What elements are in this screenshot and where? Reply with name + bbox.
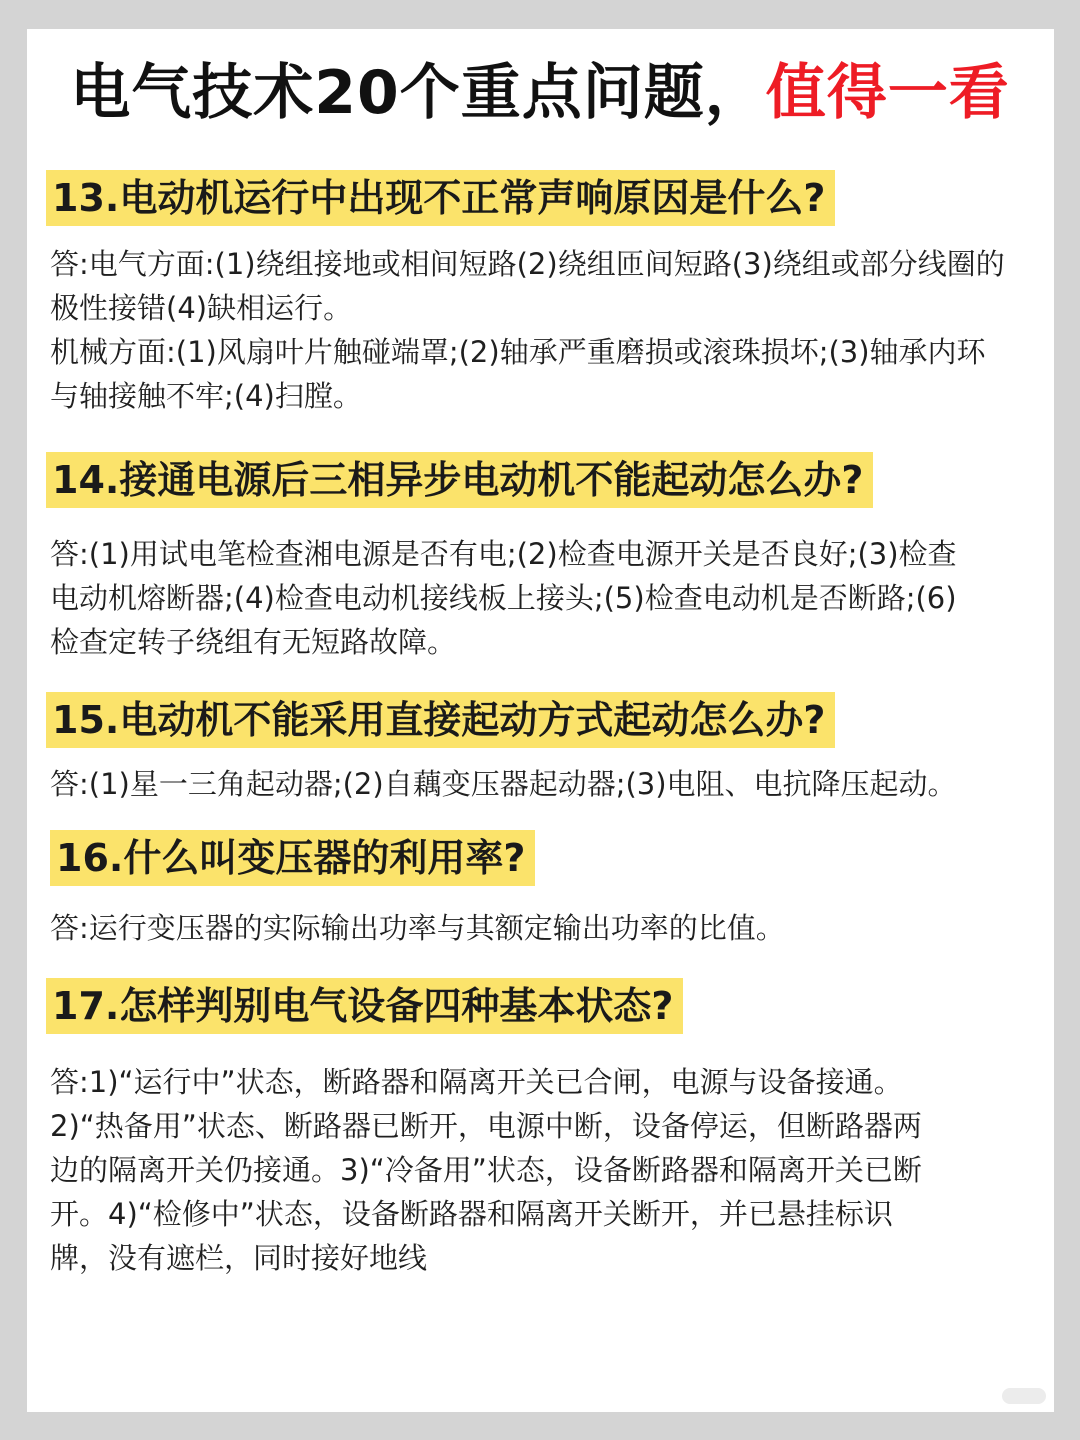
answer-15-paragraph: 答:(1)星一三角起动器;(2)自藕变压器起动器;(3)电阻、电抗降压起动。 (50, 767, 957, 801)
page-title (0, 48, 1080, 138)
title-accent: 值得一看 (765, 58, 1010, 128)
answer-14 (50, 532, 980, 664)
question-13-heading: 13.电动机运行中出现不正常声响原因是什么? (46, 170, 835, 226)
answer-15 (50, 762, 1010, 806)
answer-17 (50, 1060, 930, 1280)
question-14-heading: 14.接通电源后三相异步电动机不能起动怎么办? (46, 452, 873, 508)
answer-14-paragraph: 答:(1)用试电笔检查湘电源是否有电;(2)检查电源开关是否良好;(3)检查电动机熔断器;(4)检查电动机接线板上接头;(5)检查电动机是否断路;(6)检查定转子绕组有无短路故障。 (50, 537, 957, 659)
answer-13-paragraph-mechanical: 机械方面:(1)风扇叶片触碰端罩;(2)轴承严重磨损或滚珠损坏;(3)轴承内环与轴接触不牢;(4)扫膛。 (50, 335, 986, 413)
answer-16-paragraph: 答:运行变压器的实际输出功率与其额定输出功率的比值。 (50, 911, 785, 945)
question-15-heading: 15.电动机不能采用直接起动方式起动怎么办? (46, 692, 835, 748)
answer-13 (50, 242, 1010, 418)
title-main: 电气技术20个重点问题， (70, 58, 766, 128)
answer-13-paragraph-electrical: 答:电气方面:(1)绕组接地或相间短路(2)绕组匝间短路(3)绕组或部分线圈的极性接错(4)缺相运行。 (50, 247, 1005, 325)
watermark-badge (1002, 1388, 1046, 1404)
question-16-heading: 16.什么叫变压器的利用率? (50, 830, 535, 886)
answer-16 (50, 906, 1010, 950)
answer-17-paragraph: 答:1)“运行中”状态，断路器和隔离开关已合闸，电源与设备接通。2)“热备用”状态、断路器已断开，电源中断，设备停运，但断路器两边的隔离开关仍接通。3)“冷备用”状态，设备断路器和隔离开关已断开。4)“检修中”状态，设备断路器和隔离开关断开，并已悬挂标识牌，没有遮栏，同时接好地线 (50, 1065, 922, 1275)
question-17-heading: 17.怎样判别电气设备四种基本状态? (46, 978, 683, 1034)
